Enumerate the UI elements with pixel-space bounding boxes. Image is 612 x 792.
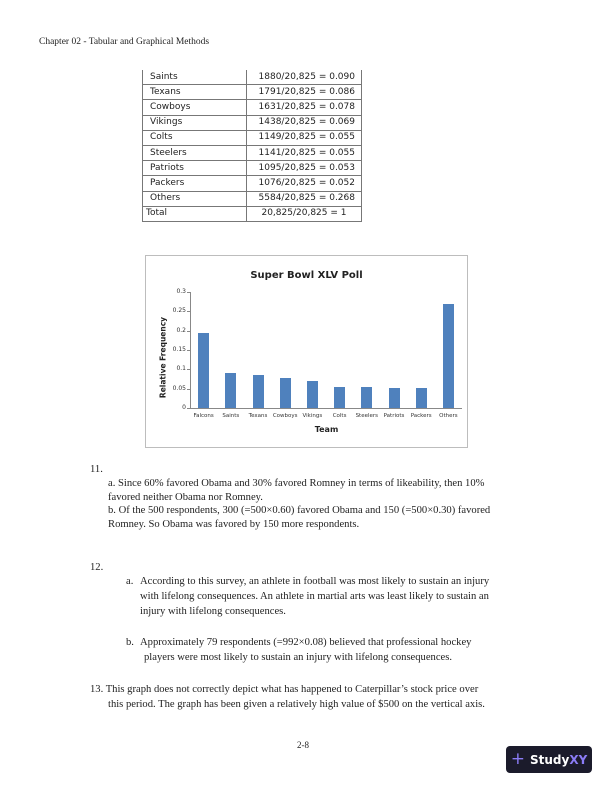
brand-accent: XY bbox=[569, 752, 588, 767]
team-cell: Packers bbox=[143, 176, 247, 191]
table-row bbox=[143, 70, 362, 85]
y-tick-mark bbox=[187, 292, 190, 293]
q11-b-line1: b. Of the 500 respondents, 300 (=500×0.60) favored Obama and 150 (=500×0.30) favored bbox=[108, 505, 491, 516]
y-axis-label: Relative Frequency bbox=[158, 316, 168, 399]
relative-frequency-cell: 1791/20,825 = 0.086 bbox=[247, 85, 362, 100]
bar-saints bbox=[225, 373, 236, 408]
table-row bbox=[143, 115, 362, 130]
x-tick-label: Texans bbox=[248, 413, 268, 419]
q12-b-label: b. bbox=[126, 637, 134, 648]
bar-texans bbox=[253, 375, 264, 408]
q12-b-line2: players were most likely to sustain an injury with lifelong consequences. bbox=[144, 652, 453, 663]
q11-b-line2: Romney. So Obama was favored by 150 more respondents. bbox=[108, 518, 360, 530]
relative-frequency-cell: 1076/20,825 = 0.052 bbox=[247, 176, 362, 191]
team-cell: Vikings bbox=[143, 115, 247, 130]
table-row bbox=[143, 191, 362, 206]
relative-frequency-cell: 1631/20,825 = 0.078 bbox=[247, 100, 362, 115]
chapter-header: Chapter 02 - Tabular and Graphical Methods bbox=[39, 37, 210, 47]
table-total-row bbox=[143, 206, 362, 221]
q11-number: 11. bbox=[90, 464, 103, 475]
bar-vikings bbox=[307, 381, 318, 408]
team-cell: Others bbox=[143, 191, 247, 206]
q12-b-line1: Approximately 79 respondents (=992×0.08) believed that professional hockey bbox=[140, 637, 472, 648]
q13-line2: this period. The graph has been given a relatively high value of $500 on the vertical axis. bbox=[108, 699, 485, 710]
x-tick-label: Falcons bbox=[193, 413, 214, 419]
q11-a-line2: favored neither Obama nor Romney. bbox=[108, 491, 263, 503]
x-tick-label: Vikings bbox=[302, 413, 323, 419]
table-row bbox=[143, 85, 362, 100]
team-cell: Colts bbox=[143, 130, 247, 145]
y-axis bbox=[190, 292, 191, 408]
team-cell: Steelers bbox=[143, 145, 247, 160]
y-tick-mark bbox=[187, 331, 190, 332]
bar-colts bbox=[334, 387, 345, 408]
table-row bbox=[143, 130, 362, 145]
relative-frequency-table bbox=[142, 70, 362, 222]
relative-frequency-cell: 5584/20,825 = 0.268 bbox=[247, 191, 362, 206]
x-tick-label: Patriots bbox=[383, 413, 405, 419]
studyxy-badge[interactable] bbox=[506, 746, 592, 773]
team-cell: Saints bbox=[143, 70, 247, 85]
relative-frequency-cell: 1141/20,825 = 0.055 bbox=[247, 145, 362, 160]
bar-chart bbox=[145, 255, 468, 448]
bar-patriots bbox=[389, 388, 400, 408]
bar-steelers bbox=[361, 387, 372, 408]
plot-area bbox=[172, 288, 462, 419]
table-row bbox=[143, 100, 362, 115]
q12-a-label: a. bbox=[126, 576, 134, 587]
chart-title: Super Bowl XLV Poll bbox=[250, 270, 363, 281]
bar-packers bbox=[416, 388, 427, 408]
y-tick-label: 0.25 bbox=[172, 307, 186, 315]
relative-frequency-cell: 1438/20,825 = 0.069 bbox=[247, 115, 362, 130]
page-number: 2-8 bbox=[297, 740, 309, 750]
q12-number: 12. bbox=[90, 562, 104, 573]
brand-main: Study bbox=[529, 752, 570, 767]
team-cell: Patriots bbox=[143, 161, 247, 176]
y-tick-label: 0.05 bbox=[172, 384, 186, 392]
q13-line1: 13. This graph does not correctly depict what has happened to Caterpillar’s stock price over bbox=[90, 684, 479, 695]
y-tick-label: 0.3 bbox=[176, 288, 186, 295]
y-tick-mark bbox=[187, 350, 190, 351]
plus-icon: + bbox=[510, 749, 525, 769]
table-row bbox=[143, 176, 362, 191]
relative-frequency-cell: 1095/20,825 = 0.053 bbox=[247, 161, 362, 176]
bar-others bbox=[443, 304, 454, 408]
team-cell: Total bbox=[143, 206, 247, 221]
x-tick-label: Packers bbox=[410, 413, 432, 419]
x-tick-label: Others bbox=[439, 413, 458, 419]
q11-a-line1: a. Since 60% favored Obama and 30% favored Romney in terms of likeability, then 10% bbox=[108, 478, 485, 489]
x-tick-label: Colts bbox=[332, 413, 347, 419]
x-axis-label: Team bbox=[314, 425, 339, 434]
y-tick-mark bbox=[187, 389, 190, 390]
x-tick-label: Steelers bbox=[355, 413, 379, 419]
relative-frequency-cell: 1880/20,825 = 0.090 bbox=[247, 70, 362, 85]
y-tick-label: 0.1 bbox=[176, 365, 186, 373]
bar-cowboys bbox=[280, 378, 291, 408]
q12-a-line2: with lifelong consequences. An athlete in martial arts was least likely to sustain an bbox=[140, 591, 489, 602]
y-tick-label: 0.15 bbox=[172, 346, 186, 353]
table-row bbox=[143, 161, 362, 176]
y-tick-mark bbox=[187, 408, 190, 409]
q12-a-line1: According to this survey, an athlete in football was most likely to sustain an injury bbox=[140, 576, 490, 587]
q12-a-line3: injury with lifelong consequences. bbox=[140, 606, 286, 617]
x-tick-label: Cowboys bbox=[272, 413, 298, 419]
y-tick-label: 0.2 bbox=[176, 326, 186, 334]
y-tick-mark bbox=[187, 311, 190, 312]
x-tick-label: Saints bbox=[222, 413, 240, 419]
x-axis bbox=[190, 408, 462, 409]
bar-falcons bbox=[198, 333, 209, 408]
relative-frequency-cell: 1149/20,825 = 0.055 bbox=[247, 130, 362, 145]
team-cell: Texans bbox=[143, 85, 247, 100]
relative-frequency-cell: 20,825/20,825 = 1 bbox=[247, 206, 362, 221]
y-tick-label: 0 bbox=[182, 404, 186, 411]
team-cell: Cowboys bbox=[143, 100, 247, 115]
table-row bbox=[143, 145, 362, 160]
y-tick-mark bbox=[187, 369, 190, 370]
